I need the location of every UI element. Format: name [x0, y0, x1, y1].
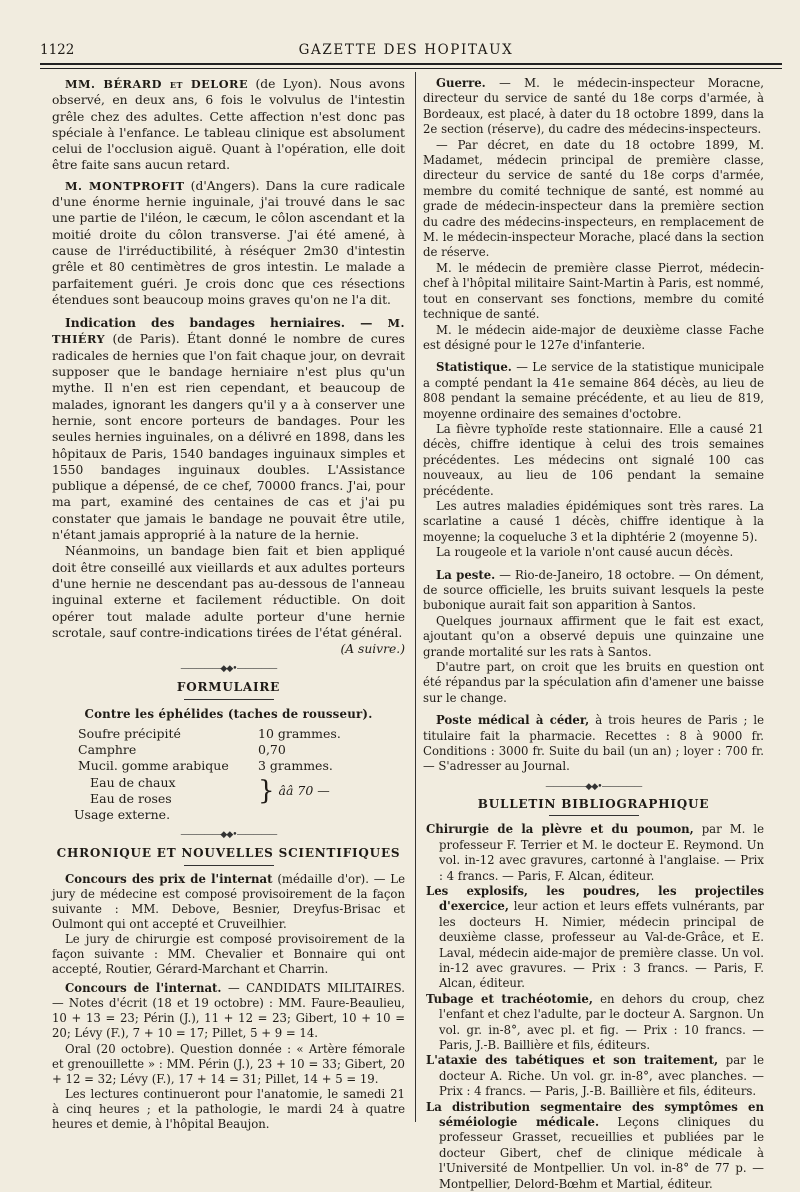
journal-title: GAZETTE DES HOPITAUX: [298, 42, 514, 58]
paragraph-text: (d'Angers). Dans la cure radicale d'une énorme hernie inguinale, j'ai trouvé dans le sac une partie de l'iléon, le cæcum, le côlon ascendant et la moitié droite du côlon transverse. J'ai été amené, à cause de l'irréductibilité, à réséquer 2m30 d'intestin grêle et 80 centimètres de gros intestin. Le malade a parfaitement guéri. Je crois donc que ces résections étendues sont beaucoup moins graves qu'on ne l'a dit.: [52, 178, 406, 307]
section-heading: Poste médical à céder,: [436, 713, 590, 728]
section-heading: Guerre.: [436, 76, 486, 90]
section-heading: Indication des bandages herniaires. —: [65, 315, 388, 331]
article-paragraph: Concours de l'internat. — CANDIDATS MILITAIRES. — Notes d'écrit (18 et 19 octobre) : MM. Faure-Beaulieu, 10 + 13 = 23; Périn (J.), 11 + 12 = 23; Gibert, 10 + 10 = 20; Lévy (F.), 7 + 10 = 17; Pillet, 5 + 9 = 14.: [52, 981, 405, 1041]
article-paragraph: [52, 76, 405, 174]
right-column: [423, 76, 764, 1192]
article-paragraph: M. le médecin de première classe Pierrot, médecin-chef à l'hôpital militaire Saint-Martin à Paris, est nommé, tout en conservant ses fonctions, membre du comité technique de santé.: [423, 260, 764, 322]
article-paragraph: Quelques journaux affirment que le fait est exact, ajoutant qu'on a observé depuis une quinzaine une grande mortalité sur les rats à Santos.: [423, 613, 764, 659]
author-name: M. THIÉRY: [52, 316, 405, 347]
recipe-group: [78, 775, 405, 807]
author-names: MM. BÉRARD et DELORE: [65, 77, 249, 91]
book-title: Chirurgie de la plèvre et du poumon,: [426, 822, 694, 837]
bibliography-entry: Les explosifs, les poudres, les projectiles d'exercice, leur action et leurs effets vulnérants, par les docteurs H. Nimier, médecin principal de deuxième classe, professeur au Val-de-Grâce, et E. Laval, médecin aide-major de première classe. Un vol. in-12 avec gravures. — Prix : 3 francs. — Paris, F. Alcan, éditeur.: [426, 883, 764, 991]
article-paragraph: Guerre. — M. le médecin-inspecteur Moracne, directeur du service de santé du 18e corps d'armée, à Bordeaux, est placé, à dater du 18 octobre 1899, dans la 2e section (réserve), du cadre des médecins-inspecteurs.: [423, 76, 764, 137]
bibliography-entry: L'ataxie des tabétiques et son traitement, par le docteur A. Riche. Un vol. gr. in-8°, avec planches. — Prix : 4 francs. — Paris, J.-B. Baillière et fils, éditeurs.: [426, 1053, 764, 1099]
article-paragraph: Les autres maladies épidémiques sont très rares. La scarlatine a causé 1 décès, chiffre identique à la moyenne; la coqueluche 3 et la diphtérie 2 (moyenne 5).: [423, 498, 764, 544]
recipe-equal-parts: ââ 70 —: [278, 782, 330, 798]
formulaire-title: FORMULAIRE: [176, 680, 281, 695]
article-paragraph: La peste. — Rio-de-Janeiro, 18 octobre. — On dément, de source officielle, les bruits suivant lesquels la peste bubonique aurait fait son apparition à Santos.: [423, 567, 765, 613]
column-divider: [415, 72, 416, 1122]
article-paragraph: D'autre part, on croit que les bruits en question ont été répandus par la spéculation afin d'amener une baisse sur le change.: [423, 660, 764, 705]
author-name: M. MONTPROFIT: [65, 178, 185, 193]
article-paragraph: — Par décret, en date du 18 octobre 1899, M. Madamet, médecin principal de première classe, directeur du service de santé du 18e corps d'armée, membre du comité technique de santé, est nommé au grade de médecin-inspecteur dans la première section du cadre des médecins-inspecteurs, en remplacement de M. le médecin-inspecteur Morache, placé dans la section de réserve.: [423, 137, 764, 260]
recipe-row: Camphre 0,70: [78, 742, 286, 758]
paragraph-text: (de Lyon). Nous avons observé, en deux ans, 6 fois le volvulus de l'intestin grêle chez des adultes. Cette affection n'est donc pas spéciale à l'enfance. Le tableau clinique est absolument celui de l'occlusion aiguë. Quant à l'opération, elle doit être faite sans aucun retard.: [52, 77, 405, 173]
page-header: [30, 42, 782, 60]
book-title: L'ataxie des tabétiques et son traitement,: [426, 1053, 719, 1068]
title-rule: [184, 699, 274, 700]
article-paragraph: M. le médecin aide-major de deuxième classe Fache est désigné pour le 127e d'infanterie.: [423, 322, 764, 352]
bibliography-entry: La distribution segmentaire des symptômes en séméiologie médicale. Leçons cliniques du professeur Grasset, recueillies et publiées par le docteur Gibert, chef de clinique médicale à l'Université de Montpellier. Un vol. in-8° de 77 p. — Montpellier, Delord-Bœhm et Martial, éditeur.: [426, 1099, 764, 1191]
book-title: La distribution segmentaire des symptômes en séméiologie médicale.: [426, 1099, 764, 1129]
recipe-row: Eau de roses: [90, 790, 172, 806]
bibliography-entry: Tubage et trachéotomie, en dehors du croup, chez l'enfant et chez l'adulte, par le docteur A. Sargnon. Un vol. gr. in-8°, avec pl. et fig. — Prix : 10 francs. — Paris, J.-B. Baillière et fils, éditeurs.: [426, 991, 764, 1052]
article-paragraph: [52, 543, 405, 657]
chronique-body: [52, 872, 405, 1133]
recipe-row: Soufre précipité 10 grammes.: [78, 725, 341, 741]
bibliography-entry: Chirurgie de la plèvre et du poumon, par M. le professeur F. Terrier et M. le docteur E. Reymond. Un vol. in-12 avec gravures, cartonné à l'anglaise. — Prix : 4 francs. — Paris, F. Alcan, éditeur.: [426, 822, 764, 883]
ornament-divider: —————◆◆•—————: [545, 781, 642, 792]
article-paragraph: La rougeole et la variole n'ont causé aucun décès.: [436, 545, 734, 560]
left-column: [52, 76, 405, 1132]
formulaire-subtitle: Contre les éphélides (taches de rousseur).: [84, 706, 373, 721]
page-number: 1122: [40, 42, 75, 58]
recipe-usage: Usage externe.: [74, 807, 171, 822]
article-paragraph: Les lectures continueront pour l'anatomie, le samedi 21 à cinq heures ; et la pathologie, le mardi 24 à quatre heures et demie, à l'hôpital Beaujon.: [52, 1086, 405, 1131]
to-be-continued: (A suivre.): [340, 642, 405, 657]
chronique-title: CHRONIQUE ET NOUVELLES SCIENTIFIQUES: [56, 846, 401, 861]
section-heading: La peste.: [436, 567, 496, 582]
title-rule: [549, 815, 639, 816]
article-paragraph: Concours des prix de l'internat (médaille d'or). — Le jury de médecine est composé provisoirement de la façon suivante : MM. Debove, Besnier, Dreyfus-Brisac et Oulmont qui ont accepté et Cruveilhier.: [52, 871, 405, 931]
book-title: Tubage et trachéotomie,: [426, 991, 593, 1006]
paragraph-text: Néanmoins, un bandage bien fait et bien appliqué doit être conseillé aux vieillards et aux adultes porteurs d'une hernie ne descendant pas au-dessous de l'anneau inguinal externe et facilement réductible. On doit opérer tout malade adulte porteur d'une hernie scrotale, sauf contre-indications tirées de l'état général.: [52, 544, 405, 640]
article-paragraph: Oral (20 octobre). Question donnée : « Artère fémorale et grenouillette » : MM. Périn (J.), 23 + 10 = 33; Gibert, 20 + 12 = 32; Lévy (F.), 17 + 14 = 31; Pillet, 14 + 5 = 19.: [52, 1041, 405, 1086]
recipe: [74, 725, 405, 823]
article-paragraph: [52, 315, 405, 543]
header-rule-thin: [40, 68, 782, 69]
article-paragraph: La fièvre typhoïde reste stationnaire. Elle a causé 21 décès, chiffre identique à celui des trois semaines précédentes. Les médecins ont signalé 100 cas nouveaux, au lieu de 106 pendant la semaine précédente.: [423, 421, 764, 498]
ornament-divider: —————◆◆•—————: [180, 830, 277, 841]
recipe-row: Mucil. gomme arabique 3 grammes.: [78, 758, 333, 774]
article-paragraph: [52, 178, 405, 308]
section-heading: Statistique.: [436, 360, 512, 375]
title-rule: [184, 865, 274, 866]
article-paragraph: Poste médical à céder, à trois heures de Paris ; le titulaire fait la pharmacie. Recettes : 8 à 9000 fr. Conditions : 3000 fr. Suite du bail (un an) ; loyer : 700 fr. — S'adresser au Journal.: [423, 713, 765, 774]
section-heading: Concours de l'internat.: [65, 981, 222, 996]
bulletin-title: BULLETIN BIBLIOGRAPHIQUE: [477, 796, 710, 811]
paragraph-text: (de Paris). Étant donné le nombre de cures radicales de hernies que l'on fait chaque jour, on devrait supposer que le bandage herniaire n'est plus qu'un mythe. Il n'en est rien cependant, et beaucoup de malades, ignorant les dangers qu'il y a à conserver une hernie, sont encore porteurs de bandages. Pour les seules hernies inguinales, on a délivré en 1898, dans les hôpitaux de Paris, 1540 bandages inguinaux simples et 1550 bandages inguinaux doubles. L'Assistance publique a dépensé, de ce chef, 70000 francs. J'ai, pour ma part, examiné des centaines de cas et j'ai pu constater que jamais le bandage ne pouvait être utile, n'étant jamais approprié à la nature de la hernie.: [52, 332, 405, 543]
article-paragraph: Le jury de chirurgie est composé provisoirement de la façon suivante : MM. Chevalier et Bonnaire qui ont accepté, Routier, Gérard-Marchant et Charrin.: [52, 931, 405, 977]
section-heading: Concours des prix de l'internat: [65, 871, 273, 886]
recipe-row: Eau de chaux: [90, 774, 176, 790]
ornament-divider: —————◆◆•—————: [180, 664, 277, 675]
book-title: Les explosifs, les poudres, les projectiles d'exercice,: [426, 883, 764, 914]
brace: }: [258, 775, 275, 806]
header-rule: [40, 63, 782, 65]
article-paragraph: Statistique. — Le service de la statistique municipale a compté pendant la 41e semaine 864 décès, au lieu de 808 pendant la semaine précédente, et au lieu de 819, moyenne ordinaire des semaines d'octobre.: [423, 360, 764, 421]
